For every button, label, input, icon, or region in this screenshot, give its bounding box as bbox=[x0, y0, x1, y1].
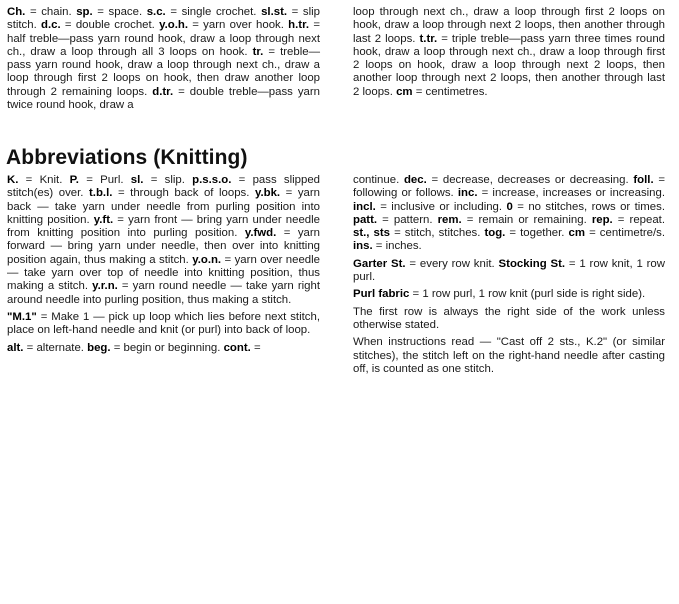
abbreviation-definition: = single crochet. bbox=[165, 6, 262, 18]
abbreviation-definition: = space. bbox=[92, 6, 147, 18]
abbreviation-term: Ch. bbox=[7, 6, 26, 18]
abbreviation-definition: = yarn front — bring yarn under needle from knitting position into purling position. bbox=[7, 213, 320, 240]
abbreviation-definition: = slip stitch. bbox=[7, 6, 320, 32]
crochet-paragraph bbox=[7, 6, 320, 112]
abbreviation-definition: = no stitches, rows or times. bbox=[512, 200, 665, 213]
abbreviation-paragraph bbox=[353, 258, 665, 285]
abbreviation-term: st., sts bbox=[353, 227, 390, 240]
abbreviation-definition: = pattern. bbox=[377, 213, 438, 226]
abbreviation-definition: = stitch, stitches. bbox=[390, 227, 485, 240]
abbreviation-definition: = treble—pass yarn round hook, draw a loop through next ch., draw a loop through first 2 loops on hook, then draw another loop through 2 remaining loops. bbox=[7, 45, 320, 98]
abbreviation-definition: = triple treble—pass yarn three times round hook, draw a loop through next ch., draw a loop through first 2 loops on hook, draw a loop through next 2 loops, then another loop through next 2 loops, then another through last 2 loops. bbox=[353, 32, 666, 98]
abbreviation-definition: The first row is always the right side of the work unless otherwise stated. bbox=[353, 305, 665, 331]
abbreviation-definition: = alternate. bbox=[23, 341, 88, 354]
abbreviation-definition: = yarn forward — bring yarn under needle, then over into knitting position again, thus making a stitch. bbox=[7, 227, 320, 266]
abbreviation-term: d.c. bbox=[41, 19, 61, 32]
abbreviation-term: y.bk. bbox=[254, 187, 281, 200]
abbreviation-term: rem. bbox=[437, 213, 462, 226]
abbreviation-paragraph bbox=[353, 306, 665, 333]
crochet-abbreviations-left-column bbox=[7, 6, 320, 112]
abbreviation-definition: = increase, increases or increasing. bbox=[477, 187, 666, 200]
abbreviation-term: y.fwd. bbox=[244, 227, 277, 240]
abbreviation-term: y.r.n. bbox=[92, 280, 118, 293]
abbreviation-term: sl.st. bbox=[261, 6, 288, 18]
abbreviation-definition: = double treble—pass yarn twice round hook, draw a bbox=[7, 85, 320, 112]
abbreviation-definition: = inches. bbox=[372, 240, 422, 253]
abbreviation-term: 0 bbox=[506, 200, 513, 213]
abbreviation-term: cm bbox=[396, 85, 413, 98]
abbreviation-definition: When instructions read — "Cast off 2 sts., K.2" (or similar stitches), the stitch left on the right-hand needle after casting off, is counted as one stitch. bbox=[353, 336, 665, 375]
abbreviation-term: tr. bbox=[252, 45, 264, 58]
abbreviation-definition: = Purl. bbox=[78, 174, 131, 186]
abbreviation-term: patt. bbox=[353, 213, 378, 226]
abbreviation-term: d.tr. bbox=[152, 85, 174, 98]
abbreviation-definition: = begin or beginning. bbox=[110, 341, 224, 354]
abbreviation-definition: = pass slipped stitch(es) over. bbox=[7, 174, 320, 200]
abbreviation-definition: = centimetre/s. bbox=[585, 227, 666, 240]
abbreviation-definition: = half treble—pass yarn round hook, draw a loop through next ch., draw a loop through all 3 loops on hook. bbox=[7, 19, 320, 58]
abbreviation-term: sl. bbox=[130, 174, 144, 186]
abbreviation-term: ins. bbox=[353, 240, 373, 253]
abbreviation-term: alt. bbox=[7, 341, 24, 354]
abbreviation-term: cm bbox=[568, 227, 586, 240]
abbreviation-term: p.s.s.o. bbox=[192, 174, 232, 186]
abbreviation-paragraph bbox=[353, 288, 665, 301]
abbreviation-term: dec. bbox=[403, 174, 427, 186]
abbreviation-definition: = inclusive or including. bbox=[375, 200, 507, 213]
abbreviation-definition: = together. bbox=[505, 227, 569, 240]
abbreviation-definition: = slip. bbox=[143, 174, 193, 186]
abbreviation-term: "M.1" bbox=[7, 310, 37, 323]
abbreviation-term: y.o.n. bbox=[192, 253, 222, 266]
abbreviation-definition: = double crochet. bbox=[60, 19, 160, 32]
abbreviation-term: t.tr. bbox=[419, 32, 438, 45]
abbreviation-paragraph bbox=[353, 336, 665, 376]
abbreviation-definition: = 1 row knit, 1 row purl. bbox=[353, 257, 665, 284]
abbreviation-term: t.b.l. bbox=[89, 187, 113, 200]
abbreviation-definition: = following or follows. bbox=[353, 174, 666, 200]
abbreviation-definition: = yarn round needle — take yarn right around needle into purling position, thus making a stitch. bbox=[7, 280, 320, 306]
abbreviation-term: h.tr. bbox=[288, 19, 310, 32]
crochet-abbreviations-right-column bbox=[353, 6, 665, 99]
abbreviation-definition: = yarn back — take yarn under needle from purling position into knitting position. bbox=[7, 187, 321, 226]
abbreviation-term: K. bbox=[7, 174, 19, 186]
abbreviation-definition: = chain. bbox=[25, 6, 77, 18]
abbreviation-definition: = through back of loops. bbox=[112, 187, 255, 200]
crochet-continued-paragraph bbox=[353, 6, 665, 99]
abbreviation-term: cont. bbox=[223, 341, 251, 354]
abbreviation-paragraph bbox=[353, 174, 665, 254]
abbreviation-term: inc. bbox=[457, 187, 478, 200]
abbreviation-definition: = yarn over needle — take yarn over top of needle into knitting position, thus making a stitch. bbox=[7, 253, 320, 293]
abbreviation-definition: = decrease, decreases or decreasing. bbox=[426, 174, 634, 186]
abbreviation-definition: = yarn over hook. bbox=[188, 19, 289, 32]
abbreviation-definition: continue. bbox=[353, 174, 404, 186]
abbreviation-definition: loop through next ch., draw a loop through first 2 loops on hook, draw a loop through next 2 loops, then another through last 2 loops. bbox=[353, 6, 665, 45]
abbreviation-definition: = every row knit. bbox=[405, 257, 499, 270]
abbreviation-paragraph bbox=[7, 311, 320, 338]
abbreviation-term: y.ft. bbox=[93, 213, 114, 226]
knitting-abbreviations-left-column bbox=[7, 174, 320, 355]
abbreviation-paragraph bbox=[7, 342, 320, 355]
abbreviation-term: y.o.h. bbox=[159, 19, 188, 32]
section-heading: Abbreviations (Knitting) bbox=[6, 146, 248, 169]
abbreviation-definition: = Knit. bbox=[18, 174, 70, 186]
abbreviation-term: s.c. bbox=[146, 6, 166, 18]
abbreviation-term: rep. bbox=[591, 213, 613, 226]
abbreviation-term: Stocking St. bbox=[498, 257, 566, 270]
abbreviation-definition: = remain or remaining. bbox=[461, 213, 592, 226]
abbreviation-term: foll. bbox=[633, 174, 654, 186]
abbreviation-term: tog. bbox=[484, 227, 506, 240]
abbreviation-definition: = bbox=[250, 341, 261, 354]
abbreviation-term: Garter St. bbox=[353, 257, 406, 270]
abbreviation-term: P. bbox=[69, 174, 79, 186]
abbreviation-paragraph bbox=[7, 174, 320, 307]
abbreviation-definition: = 1 row purl, 1 row knit (purl side is right side). bbox=[409, 288, 646, 301]
abbreviation-definition: = centimetres. bbox=[412, 85, 488, 98]
knitting-abbreviations-right-column bbox=[353, 174, 665, 376]
abbreviation-term: incl. bbox=[353, 200, 376, 213]
abbreviation-term: beg. bbox=[87, 341, 111, 354]
abbreviation-definition: = repeat. bbox=[612, 213, 665, 226]
abbreviation-term: sp. bbox=[76, 6, 93, 18]
abbreviation-term: Purl fabric bbox=[353, 288, 410, 301]
abbreviation-definition: = Make 1 — pick up loop which lies before next stitch, place on left-hand needle and knit (or purl) into back of loop. bbox=[7, 310, 320, 337]
